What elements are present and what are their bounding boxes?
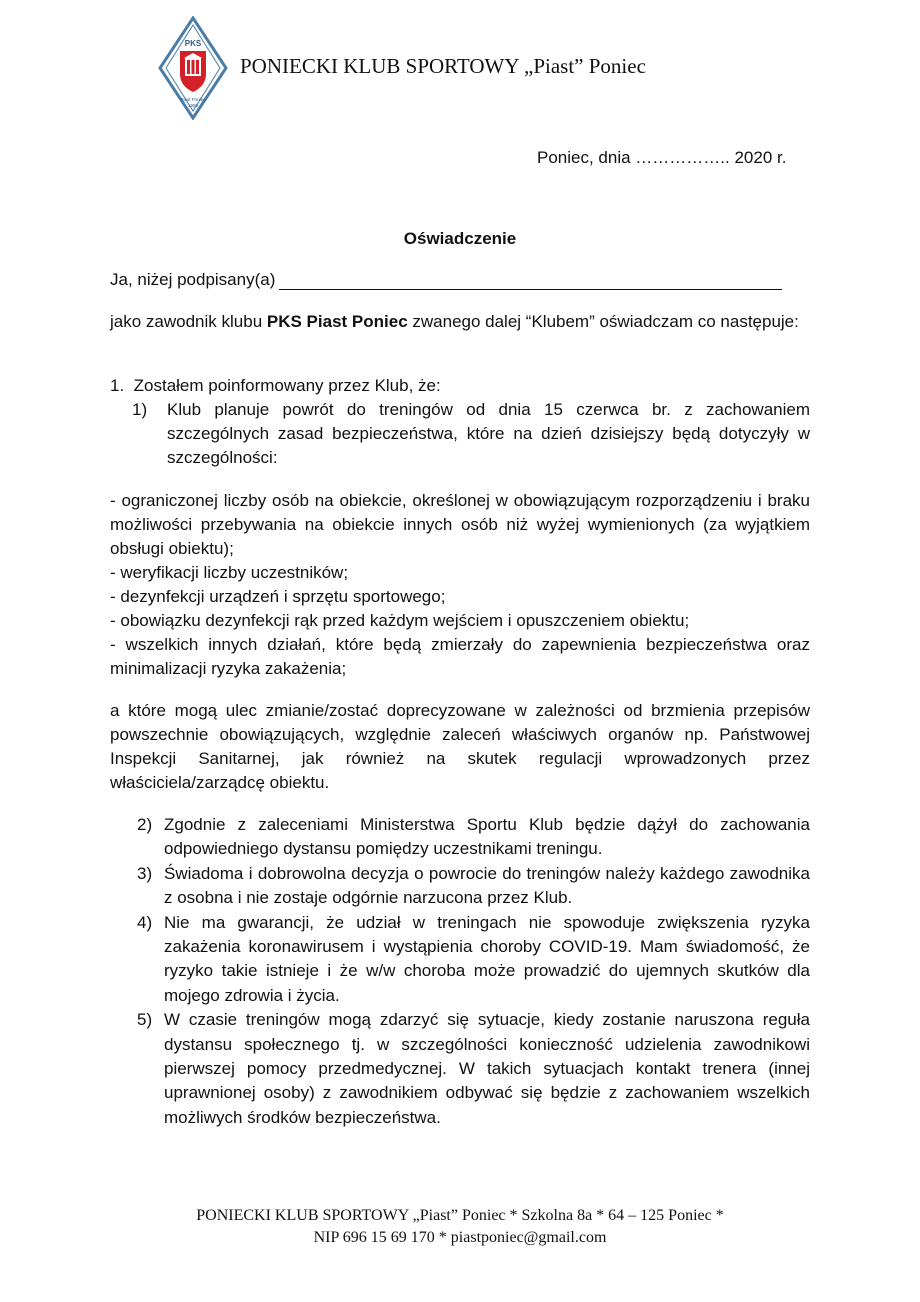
list-item-3	[137, 862, 810, 911]
logo-bottom-text: Piast Poniec	[180, 97, 206, 102]
signed-label: Ja, niżej podpisany(a)	[110, 270, 276, 289]
list-item-number: 5)	[137, 1010, 153, 1030]
list-item-4	[137, 911, 810, 1009]
page-footer	[0, 1205, 920, 1249]
club-name: PONIECKI KLUB SPORTOWY „Piast” Poniec	[240, 54, 646, 78]
club-crest-logo	[158, 16, 228, 120]
dash-item: - weryfikacji liczby uczestników;	[110, 563, 349, 582]
signed-line	[110, 270, 782, 290]
list-item-text: W czasie treningów mogą zdarzyć się sytuacje, kiedy zostanie naruszona reguła dystansu społecznego tj. w szczególności konieczność udzielenia zawodnikowi pierwszej pomocy przedmedycznej. W takich sytuacjach kontakt trenera (innej uprawnionej osoby) z zawodnikiem odbywać się będzie z zachowaniem wszelkich możliwych środków bezpieczeństwa.	[164, 1010, 810, 1127]
dash-item: - ograniczonej liczby osób na obiekcie, określonej w obowiązującym rozporządzeniu i braku możliwości przebywania na obiekcie innych osób niż wyżej wymienionych (za wyjątkiem obsługi obiektu);	[110, 491, 810, 558]
dash-list	[110, 489, 810, 681]
list-item-number: 2)	[137, 815, 153, 834]
dash-item: - obowiązku dezynfekcji rąk przed każdym wejściem i opuszczeniem obiektu;	[110, 611, 690, 630]
numbered-list	[137, 813, 810, 1130]
footer-line-1: PONIECKI KLUB SPORTOWY „Piast” Poniec * Szkolna 8a * 64 – 125 Poniec *	[196, 1207, 724, 1224]
intro-part1: jako zawodnik klubu	[110, 312, 267, 331]
list-item-text: Zgodnie z zaleceniami Ministerstwa Sportu Klub będzie dążył do zachowania odpowiedniego dystansu pomiędzy uczestnikami treningu.	[164, 815, 810, 859]
after-paragraph: a które mogą ulec zmianie/zostać doprecyzowane w zależności od brzmienia przepisów powszechnie obowiązujących, względnie zaleceń właściwych organów np. Państwowej Inspekcji Sanitarnej, jak również na skutek regulacji wprowadzonych przez właściciela/zarządcę obiektu.	[110, 701, 810, 792]
name-blank-line	[279, 270, 782, 290]
dash-item: - wszelkich innych działań, które będą zmierzały do zapewnienia bezpieczeństwa oraz minimalizacji ryzyka zakażenia;	[110, 635, 810, 678]
date-line: Poniec, dnia …………….. 2020 r.	[537, 148, 787, 167]
item-1-sub-number: 1)	[132, 400, 148, 419]
item-1-number: 1.	[110, 376, 125, 395]
item-1	[110, 374, 810, 467]
document-title: Oświadczenie	[403, 229, 517, 248]
item-1-text: Zostałem poinformowany przez Klub, że:	[133, 376, 441, 395]
dash-item: - dezynfekcji urządzeń i sprzętu sportowego;	[110, 587, 446, 606]
logo-year: 1959	[187, 103, 199, 108]
list-item-5	[137, 1008, 810, 1130]
item-1-sub	[132, 398, 810, 470]
list-item-2	[137, 813, 810, 862]
footer-line-2: NIP 696 15 69 170 * piastponiec@gmail.com	[313, 1229, 607, 1246]
list-item-text: Nie ma gwarancji, że udział w treningach nie spowoduje zwiększenia ryzyka zakażenia koronawirusem i wystąpienia choroby COVID-19. Mam świadomość, że ryzyko takie istnieje i że w/w choroba może prowadzić do ujemnych skutków dla mojego zdrowia i życia.	[164, 912, 810, 1005]
list-item-text: Świadoma i dobrowolna decyzja o powrocie do treningów należy każdego zawodnika z osobna i nie zostaje odgórnie narzucona przez Klub.	[164, 863, 810, 908]
intro-paragraph	[110, 310, 810, 334]
list-item-number: 3)	[137, 863, 153, 883]
list-item-number: 4)	[137, 912, 153, 932]
logo-top-text: PKS	[184, 39, 202, 48]
intro-club-name: PKS Piast Poniec	[266, 312, 408, 331]
item-1-sub-text: Klub planuje powrót do treningów od dnia 15 czerwca br. z zachowaniem szczególnych zasad bezpieczeństwa, które na dzień dzisiejszy będą dotyczyły w szczególności:	[167, 400, 810, 467]
intro-part2: zwanego dalej “Klubem” oświadczam co następuje:	[407, 312, 799, 331]
